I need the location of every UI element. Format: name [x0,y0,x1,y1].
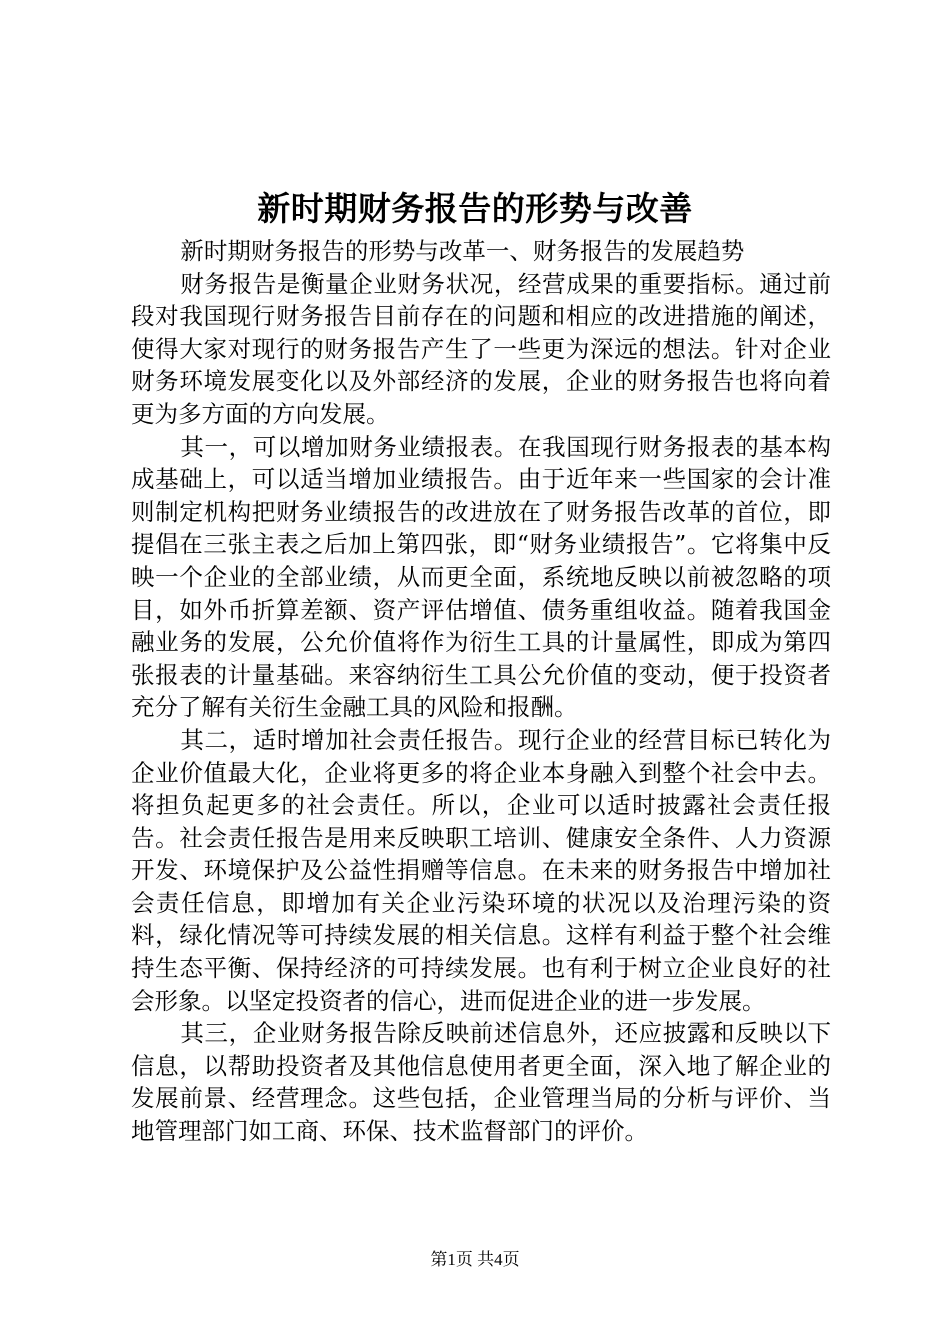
paragraph-point-one: 其一，可以增加财务业绩报表。在我国现行财务报表的基本构成基础上，可以适当增加业绩报告。由于近年来一些国家的会计准则制定机构把财务业绩报告的改进放在了财务报告改革的首位，即提倡在三张主表之后加上第四张，即“财务业绩报告”。它将集中反映一个企业的全部业绩，从而更全面，系统地反映以前被忽略的项目，如外币折算差额、资产评估增值、债务重组收益。随着我国金融业务的发展，公允价值将作为衍生工具的计量属性，即成为第四张报表的计量基础。来容纳衍生工具公允价值的变动，便于投资者充分了解有关衍生金融工具的风险和报酬。 [131,432,831,722]
paragraph-heading-line: 新时期财务报告的形势与改革一、财务报告的发展趋势 [180,237,745,265]
page-number-footer: 第1页 共4页 [430,1250,520,1269]
paragraph-point-two: 其二，适时增加社会责任报告。现行企业的经营目标已转化为企业价值最大化，企业将更多的将企业本身融入到整个社会中去。将担负起更多的社会责任。所以，企业可以适时披露社会责任报告。社会责任报告是用来反映职工培训、健康安全条件、人力资源开发、环境保护及公益性捐赠等信息。在未来的财务报告中增加社会责任信息，即增加有关企业污染环境的状况以及治理污染的资料，绿化情况等可持续发展的相关信息。这样有利益于整个社会维持生态平衡、保持经济的可持续发展。也有利于树立企业良好的社会形象。以坚定投资者的信心，进而促进企业的进一步发展。 [131,725,831,1015]
paragraph-intro: 财务报告是衡量企业财务状况，经营成果的重要指标。通过前段对我国现行财务报告目前存在的问题和相应的改进措施的阐述，使得大家对现行的财务报告产生了一些更为深远的想法。针对企业财务环境发展变化以及外部经济的发展，企业的财务报告也将向着更为多方面的方向发展。 [131,269,831,428]
paragraph-point-three: 其三，企业财务报告除反映前述信息外，还应披露和反映以下信息，以帮助投资者及其他信息使用者更全面，深入地了解企业的发展前景、经营理念。这些包括，企业管理当局的分析与评价、当地管理部门如工商、环保、技术监督部门的评价。 [131,1019,831,1146]
document-body [131,235,831,1148]
document-title: 新时期财务报告的形势与改善 [257,189,693,228]
